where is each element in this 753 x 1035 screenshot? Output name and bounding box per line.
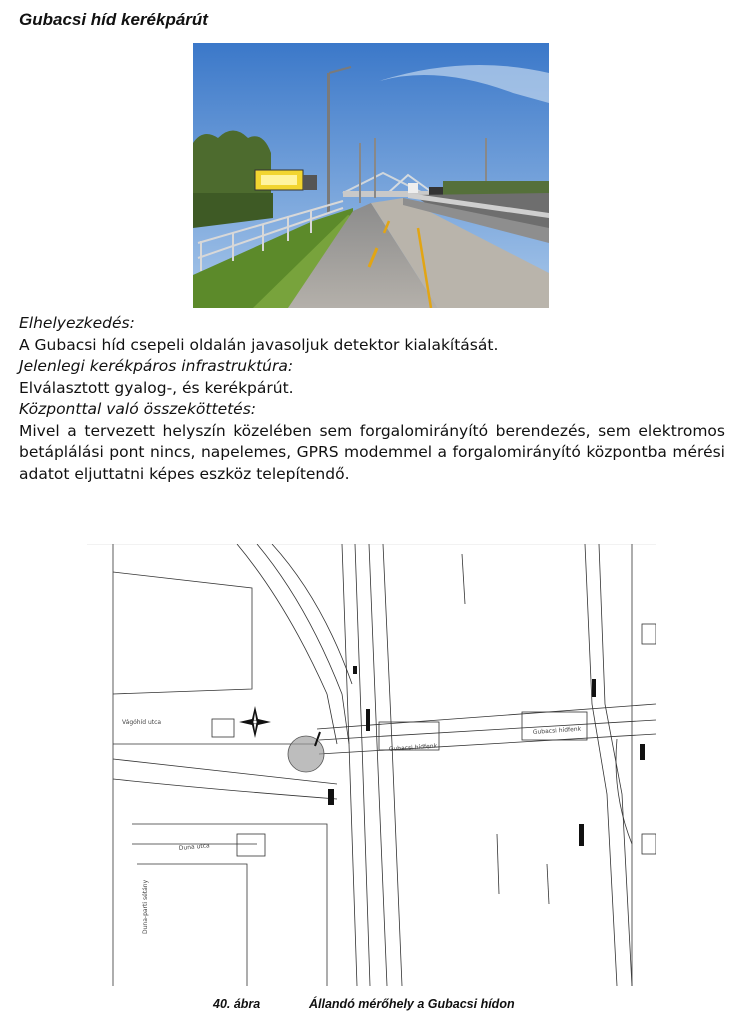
- connection-text: Mivel a tervezett helyszín közelében sem forgalomirányító berendezés, sem elektromos betáplálási pont nincs, napelemes, GPRS modemmel a forgalomirányító központba mérési adatot eljuttatni képes eszköz telepítendő.: [19, 421, 725, 483]
- page-title: Gubacsi híd kerékpárút: [19, 10, 208, 29]
- infrastructure-heading: Jelenlegi kerékpáros infrastruktúra:: [19, 357, 294, 375]
- location-text: A Gubacsi híd csepeli oldalán javasoljuk detektor kialakítását.: [19, 335, 499, 354]
- map-label-street-3: Duna-parti sétány: [142, 879, 149, 934]
- connection-heading: Központtal való összeköttetés:: [19, 400, 257, 418]
- map-label-street-2: Duna utca: [178, 842, 211, 852]
- map-label-bridge-2: Gubacsi hídfenk: [532, 725, 582, 736]
- map-label-street-1: Vágóhíd utca: [122, 719, 162, 726]
- site-plan-map: [87, 544, 656, 986]
- figure-caption-text: Állandó mérőhely a Gubacsi hídon: [309, 997, 515, 1011]
- figure-number: 40. ábra: [213, 997, 261, 1011]
- location-heading: Elhelyezkedés:: [19, 314, 135, 332]
- map-label-bridge-1: Gubacsi hídfenk: [388, 742, 438, 753]
- description-text: [19, 313, 725, 485]
- bridge-bike-path-photo: [193, 43, 549, 308]
- infrastructure-text: Elválasztott gyalog-, és kerékpárút.: [19, 378, 294, 397]
